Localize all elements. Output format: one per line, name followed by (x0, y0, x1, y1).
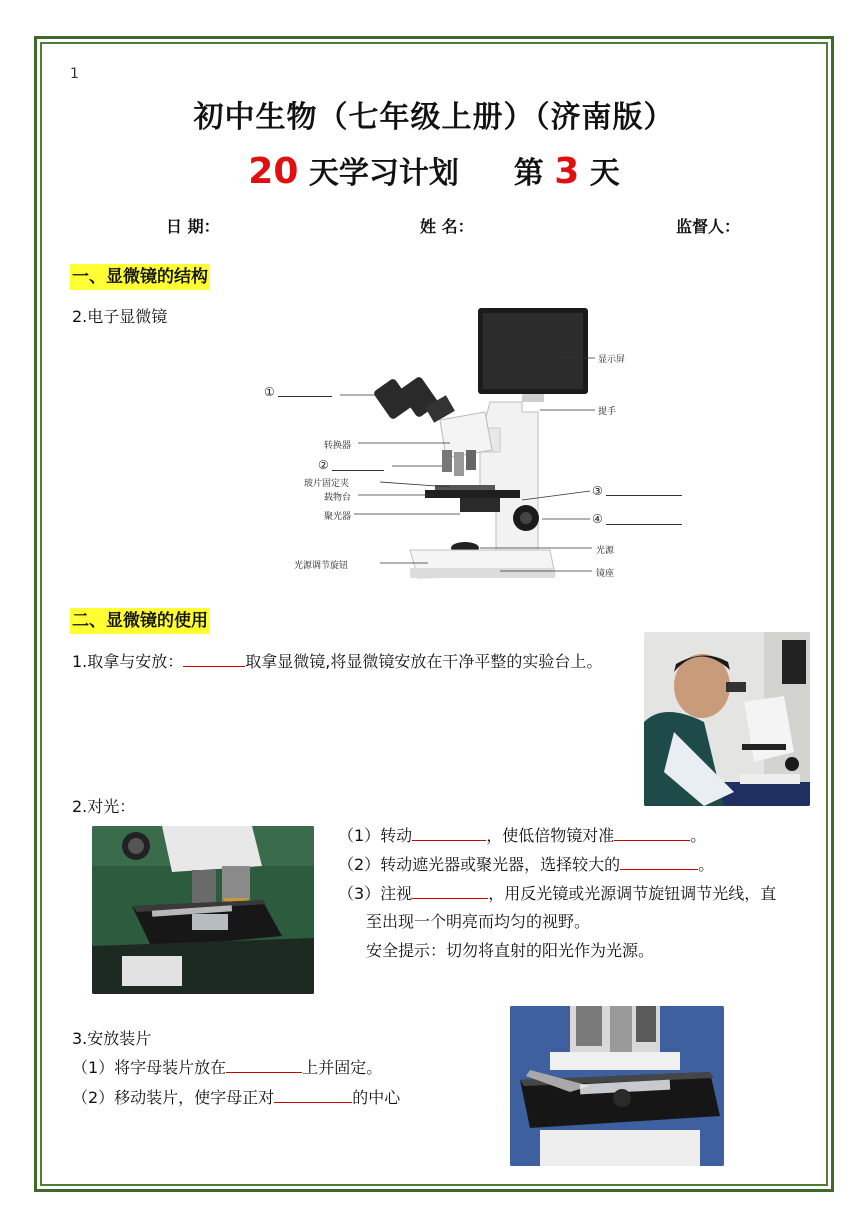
step2-line4: 至出现一个明亮而均匀的视野。 (366, 912, 591, 931)
day-prefix: 第 (513, 156, 544, 191)
section-heading-usage: 二、显微镜的使用 (70, 608, 210, 634)
label-stage: 载物台 (324, 493, 352, 503)
step2-line3-b: ，用反光镜或光源调节旋钮调节光线，直 (488, 884, 777, 903)
microscope-diagram (260, 300, 700, 600)
date-label: 日 期： (166, 217, 220, 236)
step1-blank (183, 650, 245, 667)
page-number: 1 (70, 66, 79, 82)
slide-on-stage-photo (510, 1006, 724, 1166)
blank-marker-2: ② (318, 458, 329, 472)
supervisor-label: 监督人： (676, 217, 741, 236)
step3-line1-a: （1）将字母装片放在 (72, 1058, 227, 1077)
blank-marker-1: ① (264, 385, 275, 399)
step2-line3-a: （3）注视 (338, 884, 413, 903)
step3-line1-b: 上并固定。 (302, 1058, 383, 1077)
step2-blank-1 (412, 824, 486, 841)
step2-blank-2 (614, 824, 690, 841)
student-microscope-photo (644, 632, 810, 806)
step2-line2 (338, 853, 714, 876)
step2-line1-b: ，使低倍物镜对准 (486, 826, 615, 845)
stage-closeup-photo (92, 826, 314, 994)
step2-line3 (338, 882, 776, 905)
blank-line-1 (278, 396, 332, 397)
step3-line2-b: 的中心 (352, 1088, 401, 1107)
label-slide-clip: 玻片固定夹 (304, 479, 350, 489)
step3-line1 (72, 1056, 382, 1079)
plan-label: 天学习计划 (308, 156, 459, 191)
page-title: 初中生物（七年级上册）（济南版） (193, 100, 675, 135)
step3-line2-a: （2）移动装片，使字母正对 (72, 1088, 275, 1107)
step2-line1 (338, 824, 706, 847)
label-handle: 提手 (598, 407, 617, 417)
step2-line2-a: （2）转动遮光器或聚光器，选择较大的 (338, 855, 621, 874)
step3-blank-1 (226, 1056, 302, 1073)
label-nosepiece: 转换器 (324, 441, 352, 451)
step3-title: 3.安放装片 (72, 1029, 152, 1048)
step1-prefix: 1.取拿与安放： (72, 652, 184, 671)
step2-title: 2.对光： (72, 797, 136, 816)
section-heading-structure: 一、显微镜的结构 (70, 264, 210, 290)
safety-tip: 安全提示：切勿将直射的阳光作为光源。 (366, 941, 655, 960)
blank-marker-4: ④ (592, 512, 603, 526)
label-screen: 显示屏 (598, 355, 626, 365)
step3-blank-2 (274, 1086, 352, 1103)
step2-line1-c: 。 (690, 826, 707, 845)
label-light-knob: 光源调节旋钮 (294, 561, 349, 571)
plan-days: 20 (248, 151, 299, 192)
step1-text (72, 650, 602, 673)
step1-suffix: 取拿显微镜,将显微镜安放在干净平整的实验台上。 (245, 652, 603, 671)
blank-line-3 (606, 495, 682, 496)
label-light-source: 光源 (596, 546, 615, 556)
name-label: 姓 名： (420, 217, 474, 236)
step2-line1-a: （1）转动 (338, 826, 413, 845)
blank-line-4 (606, 524, 682, 525)
step2-line2-b: 。 (698, 855, 715, 874)
slide-photo-illustration (510, 1006, 724, 1166)
label-condenser: 聚光器 (324, 512, 352, 522)
blank-marker-3: ③ (592, 484, 603, 498)
day-suffix: 天 (589, 156, 620, 191)
page-subtitle (0, 148, 868, 192)
item-electronic-microscope: 2.电子显微镜 (72, 307, 168, 326)
student-photo-illustration (644, 632, 810, 806)
step3-line2 (72, 1086, 400, 1109)
day-number: 3 (554, 151, 580, 192)
step2-blank-3 (620, 853, 698, 870)
label-base: 镜座 (596, 569, 615, 579)
stage-photo-illustration (92, 826, 314, 994)
step2-blank-4 (412, 882, 488, 899)
blank-line-2 (332, 470, 384, 471)
